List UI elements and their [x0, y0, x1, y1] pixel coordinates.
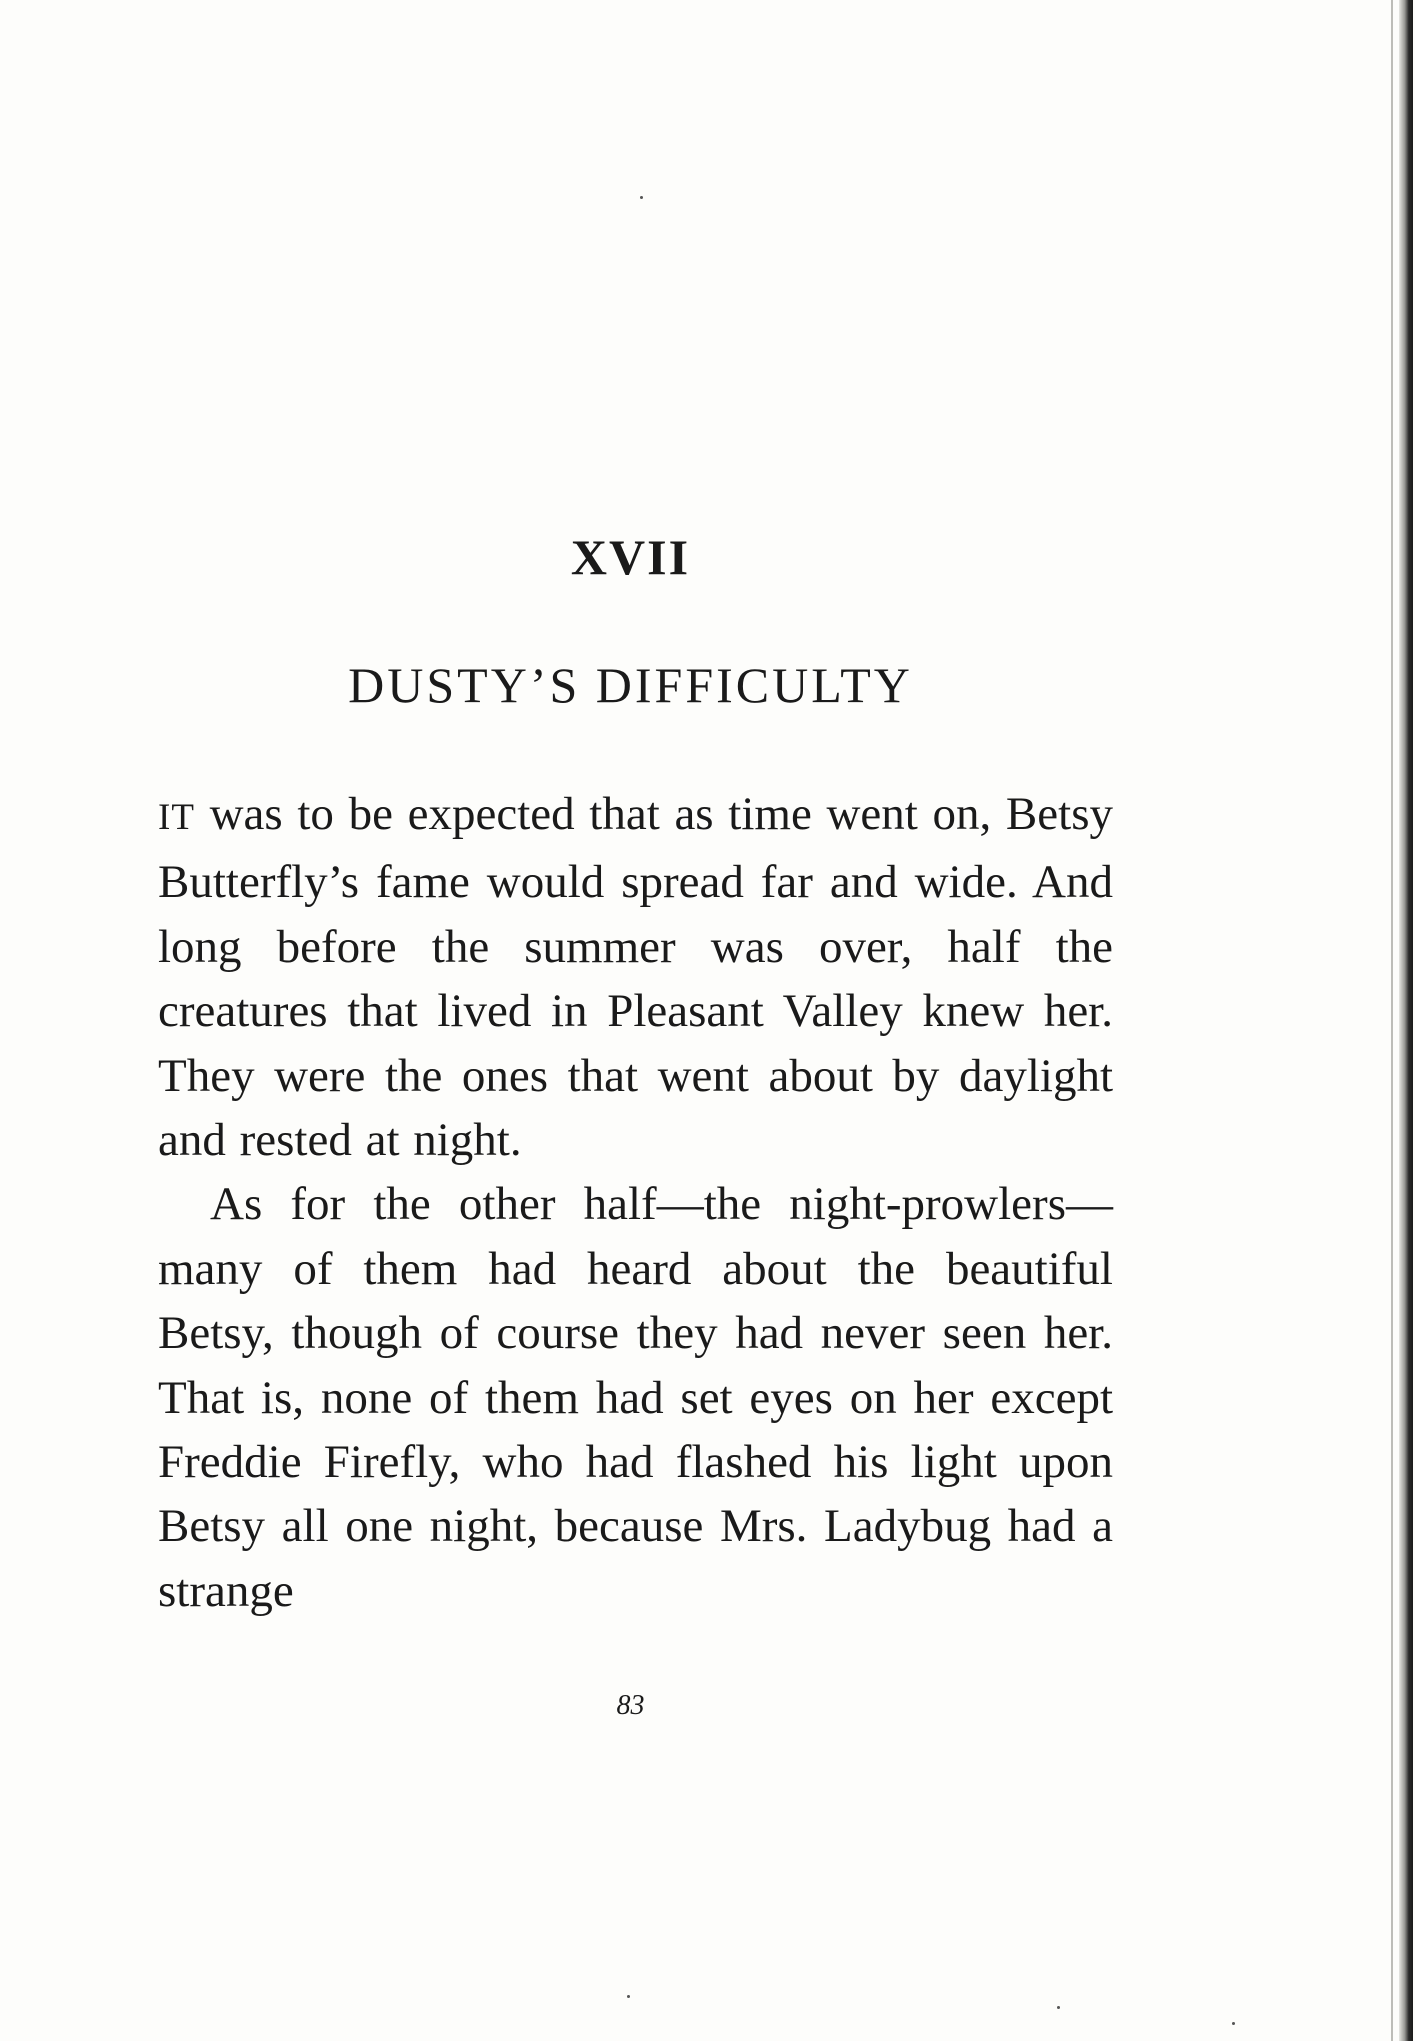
paper-speck — [640, 196, 643, 199]
body-text — [158, 782, 1113, 1623]
chapter-title: DUSTY’S DIFFICULTY — [348, 657, 913, 713]
paragraph-text: As for the other half—the night-prowlers—many of them had heard about the beautiful Betsy, though of course they had never seen her. That is, none of them had set eyes on her except Freddie Firefly, who had flashed his light upon Betsy all one night, because Mrs. Ladybug had a strange — [158, 1178, 1113, 1617]
paragraph-lead-small-caps: IT — [158, 797, 195, 838]
paragraph-2 — [158, 1172, 1113, 1623]
paper-speck — [1057, 2006, 1060, 2009]
paragraph-1 — [158, 782, 1113, 1172]
paragraph-text: was to be expected that as time went on, Betsy Butterfly’s fame would spread far and wide. And long before the summer was over, half the creatures that lived in Pleasant Valley knew her. They were the ones that went about by daylight and rested at night. — [158, 788, 1113, 1167]
paper-speck — [1232, 2022, 1235, 2025]
paper-speck — [627, 1995, 630, 1998]
page-edge-line — [1391, 0, 1393, 2041]
page-number: 83 — [616, 1690, 645, 1721]
chapter-number: XVII — [570, 529, 691, 585]
binding-shadow — [1399, 0, 1413, 2041]
